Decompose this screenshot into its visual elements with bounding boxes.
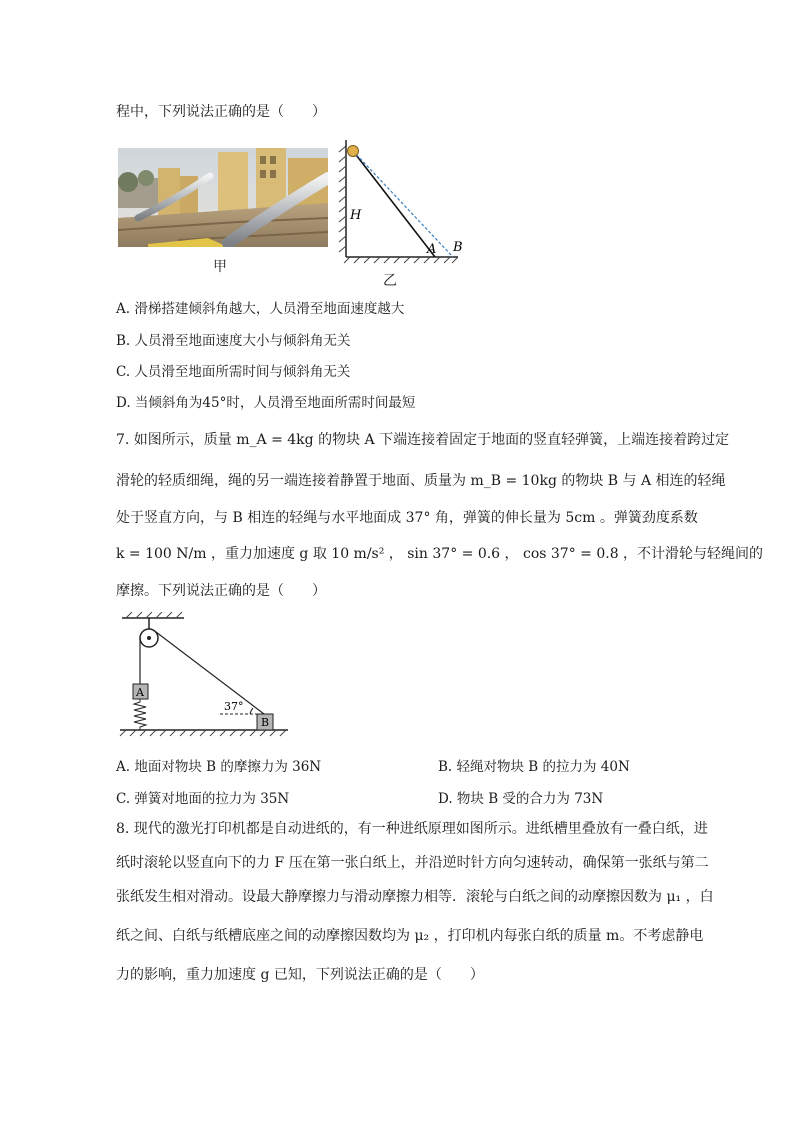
slide-photo: [118, 148, 328, 247]
q7-option-a: A. 地面对物块 B 的摩擦力为 36N: [116, 759, 322, 775]
q6-option-c: C. 人员滑至地面所需时间与倾斜角无关: [116, 364, 351, 380]
q8-stem-line-2: 纸时滚轮以竖直向下的力 F 压在第一张白纸上，并沿逆时针方向匀速转动，确保第一张纸与第二: [116, 855, 709, 871]
q8-stem-line-5: 力的影响，重力加速度 g 已知，下列说法正确的是（ ）: [116, 967, 484, 983]
label-h: H: [350, 208, 362, 223]
incline-diagram: [336, 132, 471, 267]
block-a-label: A: [136, 686, 144, 699]
incline-line-b: [353, 151, 453, 257]
q6-stem-tail: 程中，下列说法正确的是（ ）: [116, 104, 326, 120]
pulley-diagram: [116, 612, 294, 740]
q7-stem-line-4: k = 100 N/m ，重力加速度 g 取 10 m/s² ， sin 37° = 0.6 ， cos 37° = 0.8 ，不计滑轮与轻绳间的: [116, 546, 764, 562]
label-a: A: [427, 242, 437, 257]
q6-option-b: B. 人员滑至地面速度大小与倾斜角无关: [116, 333, 351, 349]
q7-option-d: D. 物块 B 受的合力为 73N: [438, 791, 604, 807]
q7-option-c: C. 弹簧对地面的拉力为 35N: [116, 791, 290, 807]
q8-stem-line-4: 纸之间、白纸与纸槽底座之间的动摩擦因数均为 μ₂ ，打印机内每张白纸的质量 m。不考虑静电: [116, 928, 704, 944]
q7-stem-line-1: 7. 如图所示，质量 m_A = 4kg 的物块 A 下端连接着固定于地面的竖直轻弹簧，上端连接着跨过定: [116, 432, 730, 448]
q7-stem-line-2: 滑轮的轻质细绳，绳的另一端连接着静置于地面、质量为 m_B = 10kg 的物块 B 与 A 相连的轻绳: [116, 473, 726, 489]
q6-option-d: D. 当倾斜角为45°时，人员滑至地面所需时间最短: [116, 395, 416, 411]
q8-stem-line-3: 张纸发生相对滑动。设最大静摩擦力与滑动摩擦力相等．滚轮与白纸之间的动摩擦因数为 μ₁ ，白: [116, 889, 714, 905]
q7-stem-line-3: 处于竖直方向，与 B 相连的轻绳与水平地面成 37° 角，弹簧的伸长量为 5cm 。弹簧劲度系数: [116, 510, 698, 526]
block-b-label: B: [261, 716, 270, 729]
q7-stem-line-5: 摩擦。下列说法正确的是（ ）: [116, 583, 326, 599]
q7-option-b: B. 轻绳对物块 B 的拉力为 40N: [438, 759, 630, 775]
figure-caption-yi: 乙: [383, 273, 397, 289]
angle-label: 37°: [224, 700, 244, 713]
incline-line-a: [353, 151, 435, 257]
q6-option-a: A. 滑梯搭建倾斜角越大，人员滑至地面速度越大: [116, 301, 405, 317]
spring-icon: [134, 699, 146, 730]
figure-caption-jia: 甲: [213, 259, 227, 275]
label-b: B: [453, 240, 463, 255]
q8-stem-line-1: 8. 现代的激光打印机都是自动进纸的，有一种进纸原理如图所示。进纸槽里叠放有一叠白纸，进: [116, 821, 708, 837]
ball-icon: [348, 146, 359, 157]
